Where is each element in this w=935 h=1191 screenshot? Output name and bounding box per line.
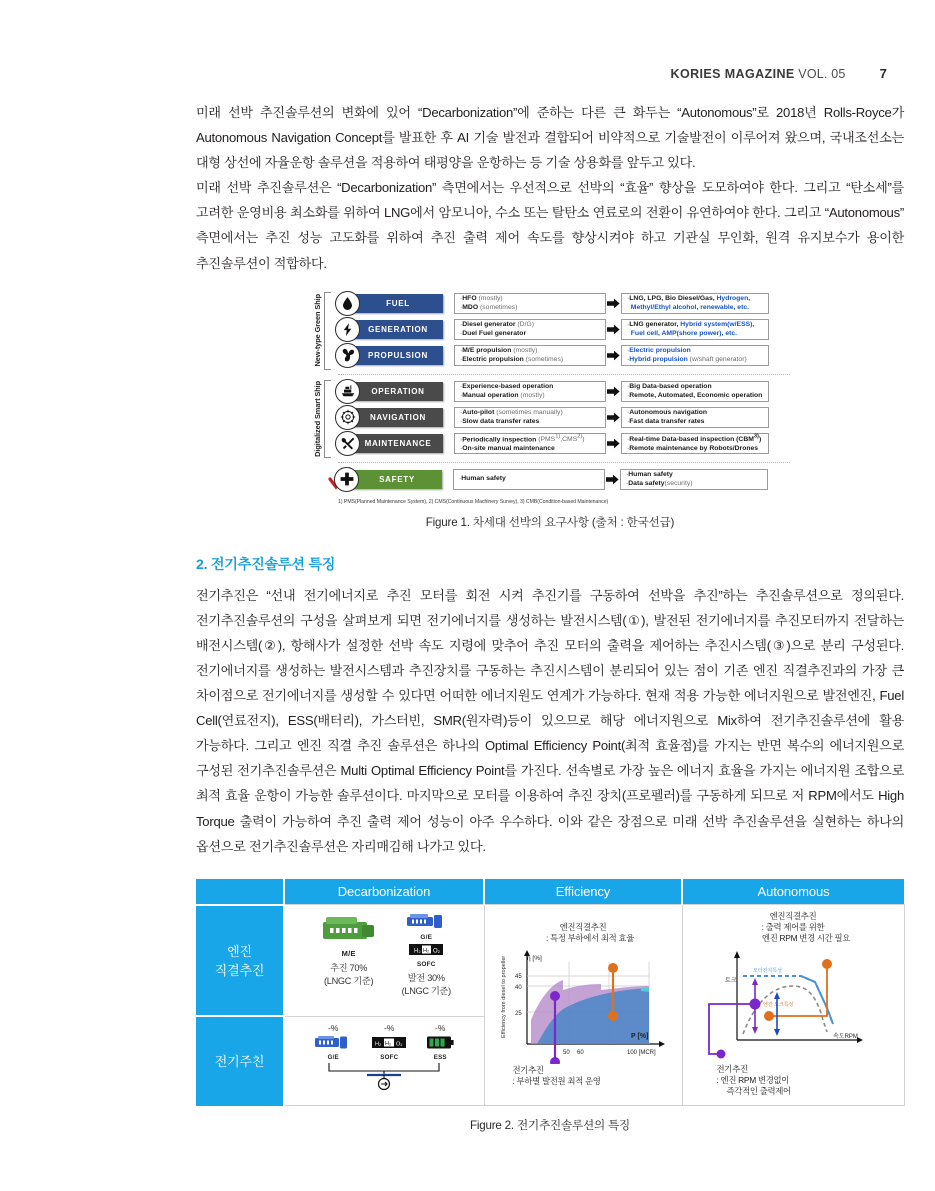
- column-header-autonomous: Autonomous: [682, 879, 904, 905]
- future-state-propulsion: ·Electric propulsion ·Hybrid propulsion (w/shaft generator): [621, 345, 769, 366]
- main-engine-caption-line1: 추진 70%: [330, 963, 368, 974]
- svg-text:O₂: O₂: [433, 948, 441, 955]
- transition-arrow-generation: [606, 324, 621, 335]
- svg-text:모터전지특성: 모터전지특성: [752, 968, 782, 975]
- device-generator-sofc: [402, 913, 451, 998]
- diagram-row-generation: [335, 318, 790, 341]
- autonomous-note-line2: : 엔진 RPM 변경없이: [716, 1075, 790, 1086]
- svg-text:속도RPM: 속도RPM: [832, 1034, 858, 1041]
- row-label-engine-direct-line2: 직결추진: [214, 962, 265, 978]
- ess-pct: -%: [435, 1022, 446, 1033]
- svg-text:50: 50: [562, 1049, 570, 1056]
- svg-text:Efficiency from diesel to prop: Efficiency from diesel to propeller: [500, 955, 507, 1038]
- column-header-efficiency: Efficiency: [484, 879, 682, 905]
- efficiency-note-line2: : 부하별 발전원 최적 운영: [512, 1075, 601, 1086]
- category-chip-generation: GENERATION: [353, 320, 443, 339]
- safety-divider: [338, 462, 790, 463]
- autonomous-chart-plot: [691, 946, 897, 1064]
- svg-text:H₂: H₂: [375, 1041, 382, 1048]
- svg-text:η [%]: η [%]: [526, 954, 542, 962]
- cell-decarbonization-engine-direct: [284, 905, 484, 1017]
- efficiency-chart-title-line2: : 특정 부하에서 최적 효율: [545, 932, 635, 943]
- diagram-row-propulsion: [335, 344, 790, 367]
- future-state-safety: ·Human safety ·Data safety(security): [620, 469, 768, 490]
- svg-text:토크: 토크: [724, 978, 737, 985]
- future-state-fuel: ·LNG, LPG, Bio Diesel/Gas, Hydrogen, Methyl/Ethyl alcohol, renewable, etc.: [621, 293, 769, 314]
- figure-2-corner-cell: [196, 879, 284, 905]
- battery-icon: [424, 1035, 456, 1050]
- generator-label: G/E: [420, 934, 433, 942]
- smart-ship-group: [310, 380, 790, 458]
- green-ship-label-text: New-type Green Ship: [312, 294, 322, 367]
- running-header: [671, 66, 887, 81]
- generator-label-2: G/E: [327, 1053, 339, 1061]
- generator-caption-line2: (LNGC 기준): [401, 986, 451, 997]
- fuel-drop-icon: [335, 291, 360, 316]
- autonomous-note-line1: 전기추진: [716, 1064, 748, 1075]
- svg-text:60: 60: [576, 1049, 584, 1056]
- green-ship-group: [310, 292, 790, 370]
- transition-arrow-safety: [605, 474, 620, 485]
- magazine-title: [671, 67, 846, 81]
- cell-efficiency-chart: [484, 905, 682, 1106]
- wrench-screwdriver-icon: [335, 431, 360, 456]
- smart-ship-bracket: [324, 380, 331, 458]
- safety-spacer: [310, 468, 324, 494]
- figure-2-row-engine-direct: [196, 905, 904, 1017]
- efficiency-chart-title-line1: 엔진직결추진: [559, 921, 607, 932]
- current-state-safety: ·Human safety: [453, 469, 605, 490]
- svg-text:H₂: H₂: [385, 1040, 392, 1047]
- transition-arrow-propulsion: [606, 350, 621, 361]
- generator-caption-line1: 발전 30%: [407, 973, 445, 984]
- cell-decarbonization-electric: [284, 1016, 484, 1105]
- main-engine-label: M/E: [341, 949, 356, 959]
- figure-1-wrapper: [196, 292, 904, 505]
- sofc-icon-2: [368, 1035, 410, 1050]
- autonomous-chart-title-line2: : 출력 제어를 위한: [761, 922, 825, 933]
- row-label-electric: 전기주친: [196, 1016, 284, 1105]
- category-chip-maintenance: MAINTENANCE: [353, 434, 443, 453]
- figure-1-footnote: 1) PMS(Planned Maintenance System), 2) CMS(Continuous Machinery Survey), 3) CMB(Condition-based Maintenance): [338, 498, 609, 505]
- future-state-generation: ·LNG generator, Hybrid system(w/ESS), Fuel cell, AMP(shore power), etc.: [621, 319, 769, 340]
- generator-engine-icon-2: [312, 1035, 354, 1050]
- propeller-icon: [335, 343, 360, 368]
- category-chip-fuel: FUEL: [353, 294, 443, 313]
- green-ship-bracket: [324, 292, 331, 370]
- svg-text:P [%]: P [%]: [630, 1032, 648, 1040]
- svg-text:H₂: H₂: [414, 948, 421, 955]
- current-state-generation: ·Diesel generator (D/G) ·Duel Fuel generator: [454, 319, 606, 340]
- diagram-row-navigation: [335, 406, 790, 429]
- category-chip-propulsion: PROPULSION: [353, 346, 443, 365]
- safety-group: [310, 468, 790, 494]
- diagram-row-fuel: [335, 292, 790, 315]
- device-generator-electric: [312, 1023, 354, 1061]
- cell-autonomous-chart: [682, 905, 904, 1106]
- diagram-row-operation: [335, 380, 790, 403]
- transition-arrow-operation: [606, 386, 621, 397]
- autonomous-chart-title-line1: 엔진직결추진: [769, 911, 817, 922]
- ship-icon: [335, 379, 360, 404]
- generator-engine-icon: [403, 913, 449, 930]
- current-state-navigation: ·Auto-pilot (sometimes manually) ·Slow data transfer rates: [454, 407, 606, 428]
- transition-arrow-fuel: [606, 298, 621, 309]
- svg-text:40: 40: [514, 984, 522, 991]
- sofc-label: SOFC: [416, 961, 436, 969]
- sofc-label-2: SOFC: [380, 1053, 399, 1061]
- magazine-name: KORIES MAGAZINE: [670, 67, 795, 81]
- sofc-pct: -%: [384, 1022, 395, 1033]
- future-state-maintenance: ·Real-time Data-based inspection $(CBM^{3)})$ ·Remote maintenance by Robots/Drones: [621, 433, 769, 454]
- svg-text:H₂: H₂: [423, 948, 430, 955]
- figure-1-diagram: [310, 292, 790, 505]
- generator-pct: -%: [328, 1022, 339, 1033]
- magazine-volume: VOL. 05: [798, 67, 846, 81]
- svg-text:엔진 토크특성: 엔진 토크특성: [762, 1002, 793, 1009]
- diagram-row-safety: [334, 468, 790, 491]
- current-state-operation: ·Experience-based operation ·Manual operation (mostly): [454, 381, 606, 402]
- ship-wheel-icon: [335, 405, 360, 430]
- future-state-operation: ·Big Data-based operation ·Remote, Automated, Economic operation: [621, 381, 769, 402]
- svg-text:45: 45: [514, 973, 522, 980]
- device-main-engine: [318, 913, 380, 988]
- generator-caption: [402, 972, 451, 998]
- efficiency-note-line1: 전기추진: [512, 1064, 544, 1075]
- autonomous-chart-title-line3: 엔진 RPM 변경 시간 필요: [761, 933, 851, 944]
- diagram-row-maintenance: [335, 432, 790, 455]
- paragraph-intro-2: 미래 선박 추진솔루션은 “Decarbonization” 측면에서는 우선적으로 선박의 “효율” 향상을 도모하여야 한다. 그리고 “탄소세”를 고려한 운영비용 최소화를 위하여 LNG에서 암모니아, 수소 또는 탈탄소 연료로의 전환이 유연하여야 한다. 그리고 “Autonomous” 측면에서는 추진 성능 고도화를 위하여 추진 출력 제어 속도를 향상시켜야 하고 기관실 무인화, 원격 유지보수가 용이한 추진솔루션이 적합하다.: [196, 180, 904, 271]
- figure-1-caption: Figure 1. 차세대 선박의 요구사항 (출처 : 한국선급): [425, 515, 675, 529]
- page-number: 7: [879, 66, 887, 81]
- svg-text:O₂: O₂: [396, 1041, 403, 1048]
- figure-2-caption: Figure 2. 전기추진솔루션의 특징: [470, 1119, 630, 1133]
- figure-2-header-row: [196, 879, 904, 905]
- category-chip-operation: OPERATION: [353, 382, 443, 401]
- category-chip-safety: SAFETY: [352, 470, 442, 489]
- autonomous-note-line3: 즉각적인 출력제어: [726, 1086, 791, 1097]
- current-state-maintenance: ·Periodically inspection $(PMS^{1)},CMS^{2)})$ ·On-site manual maintenance: [454, 433, 606, 454]
- main-engine-icon: [318, 913, 380, 945]
- busbar-diagram: [319, 1061, 449, 1091]
- group-divider: [338, 374, 790, 375]
- smart-ship-label-text: Digitalized Smart Ship: [312, 380, 322, 457]
- current-state-fuel: ·HFO (mostly) ·MDO (sometimes): [454, 293, 606, 314]
- green-ship-group-label: [310, 292, 324, 370]
- figure-2-table: [196, 879, 905, 1107]
- sofc-icon: [403, 942, 449, 957]
- svg-text:25: 25: [514, 1010, 522, 1017]
- device-sofc-electric: [368, 1023, 410, 1061]
- smart-ship-group-label: [310, 380, 324, 458]
- row-label-engine-direct: [196, 905, 284, 1017]
- efficiency-chart-plot: [491, 946, 677, 1064]
- future-state-navigation: ·Autonomous navigation ·Fast data transfer rates: [621, 407, 769, 428]
- medical-cross-icon: [334, 467, 359, 492]
- svg-text:100 [MCR]: 100 [MCR]: [626, 1049, 656, 1056]
- category-chip-navigation: NAVIGATION: [353, 408, 443, 427]
- transition-arrow-navigation: [606, 412, 621, 423]
- section-2-paragraph: 전기추진은 “선내 전기에너지로 추진 모터를 회전 시켜 추진기를 구동하여 선박을 추진”하는 추진솔루션으로 정의된다. 전기추진솔루션의 구성을 살펴보게 되면 전기에너지를 생성하는 발전시스템(①), 발전된 전기에너지를 추진모터까지 전달하는 배전시스템(②), 항해사가 설정한 선박 속도 지령에 맞추어 추진 모터의 출력을 제어하는 추진시스템(③)으로 분리 구성된다. 전기에너지를 생성하는 발전시스템과 추진장치를 구동하는 추진시스템이 분리되어 있는 점이 기존 엔진 직결추진과의 가장 큰 차이점으로 전기에너지를 생성할 수 있다면 어떠한 에너지원도 연계가 가능하다. 현재 적용 가능한 에너지원으로 발전엔진, Fuel Cell(연료전지), ESS(배터리), 가스터빈, SMR(원자력)등이 있으므로 해당 에너지원으로 Mix하여 전기추진솔루션에 활용 가능하다. 그리고 엔진 직결 추진 솔루션은 하나의 Optimal Efficiency Point(최적 효율점)를 가지는 반면 복수의 에너지원으로 구성된 전기추진솔루션은 Multi Optimal Efficiency Point를 가진다. 선속별로 가장 높은 에너지 효율을 가지는 에너지원 조합으로 최적 효율 운항이 가능한 솔루션이다. 마지막으로 모터를 이용하여 추진 장치(프로펠러)를 구동하게 되므로 저 RPM에서도 High Torque 출력이 가능하여 추진 출력 제어 성능이 아주 우수하다. 이와 같은 장점으로 미래 선박 추진솔루션을 실현하는 하나의 옵션으로 전기추진솔루션은 자리매김해 나가고 있다.: [196, 587, 904, 854]
- main-engine-caption: [318, 962, 380, 988]
- row-label-engine-direct-line1: 엔진: [227, 943, 252, 959]
- section-heading-2: 2. 전기추진솔루션 특징: [196, 556, 336, 573]
- column-header-decarbonization: Decarbonization: [284, 879, 484, 905]
- page-content: [196, 100, 904, 1133]
- paragraph-intro-1: 미래 선박 추진솔루션의 변화에 있어 “Decarbonization”에 준하는 다른 큰 화두는 “Autonomous”로 2018년 Rolls-Royce가 Autonomous Navigation Concept를 발표한 후 AI 기술 발전과 결합되어 비약적으로 기술발전이 이루어져 왔으며, 국내조선소는 대형 상선에 자율운항 솔루션을 적용하여 태평양을 운항하는 등 기술 상용화를 앞두고 있다.: [196, 105, 904, 171]
- main-engine-caption-line2: (LNGC 기준): [324, 976, 374, 987]
- current-state-propulsion: ·M/E propulsion (mostly) ·Electric propulsion (sometimes): [454, 345, 606, 366]
- device-ess: [424, 1023, 456, 1061]
- transition-arrow-maintenance: [606, 438, 621, 449]
- ess-label: ESS: [433, 1053, 447, 1061]
- lightning-bolt-icon: [335, 317, 360, 342]
